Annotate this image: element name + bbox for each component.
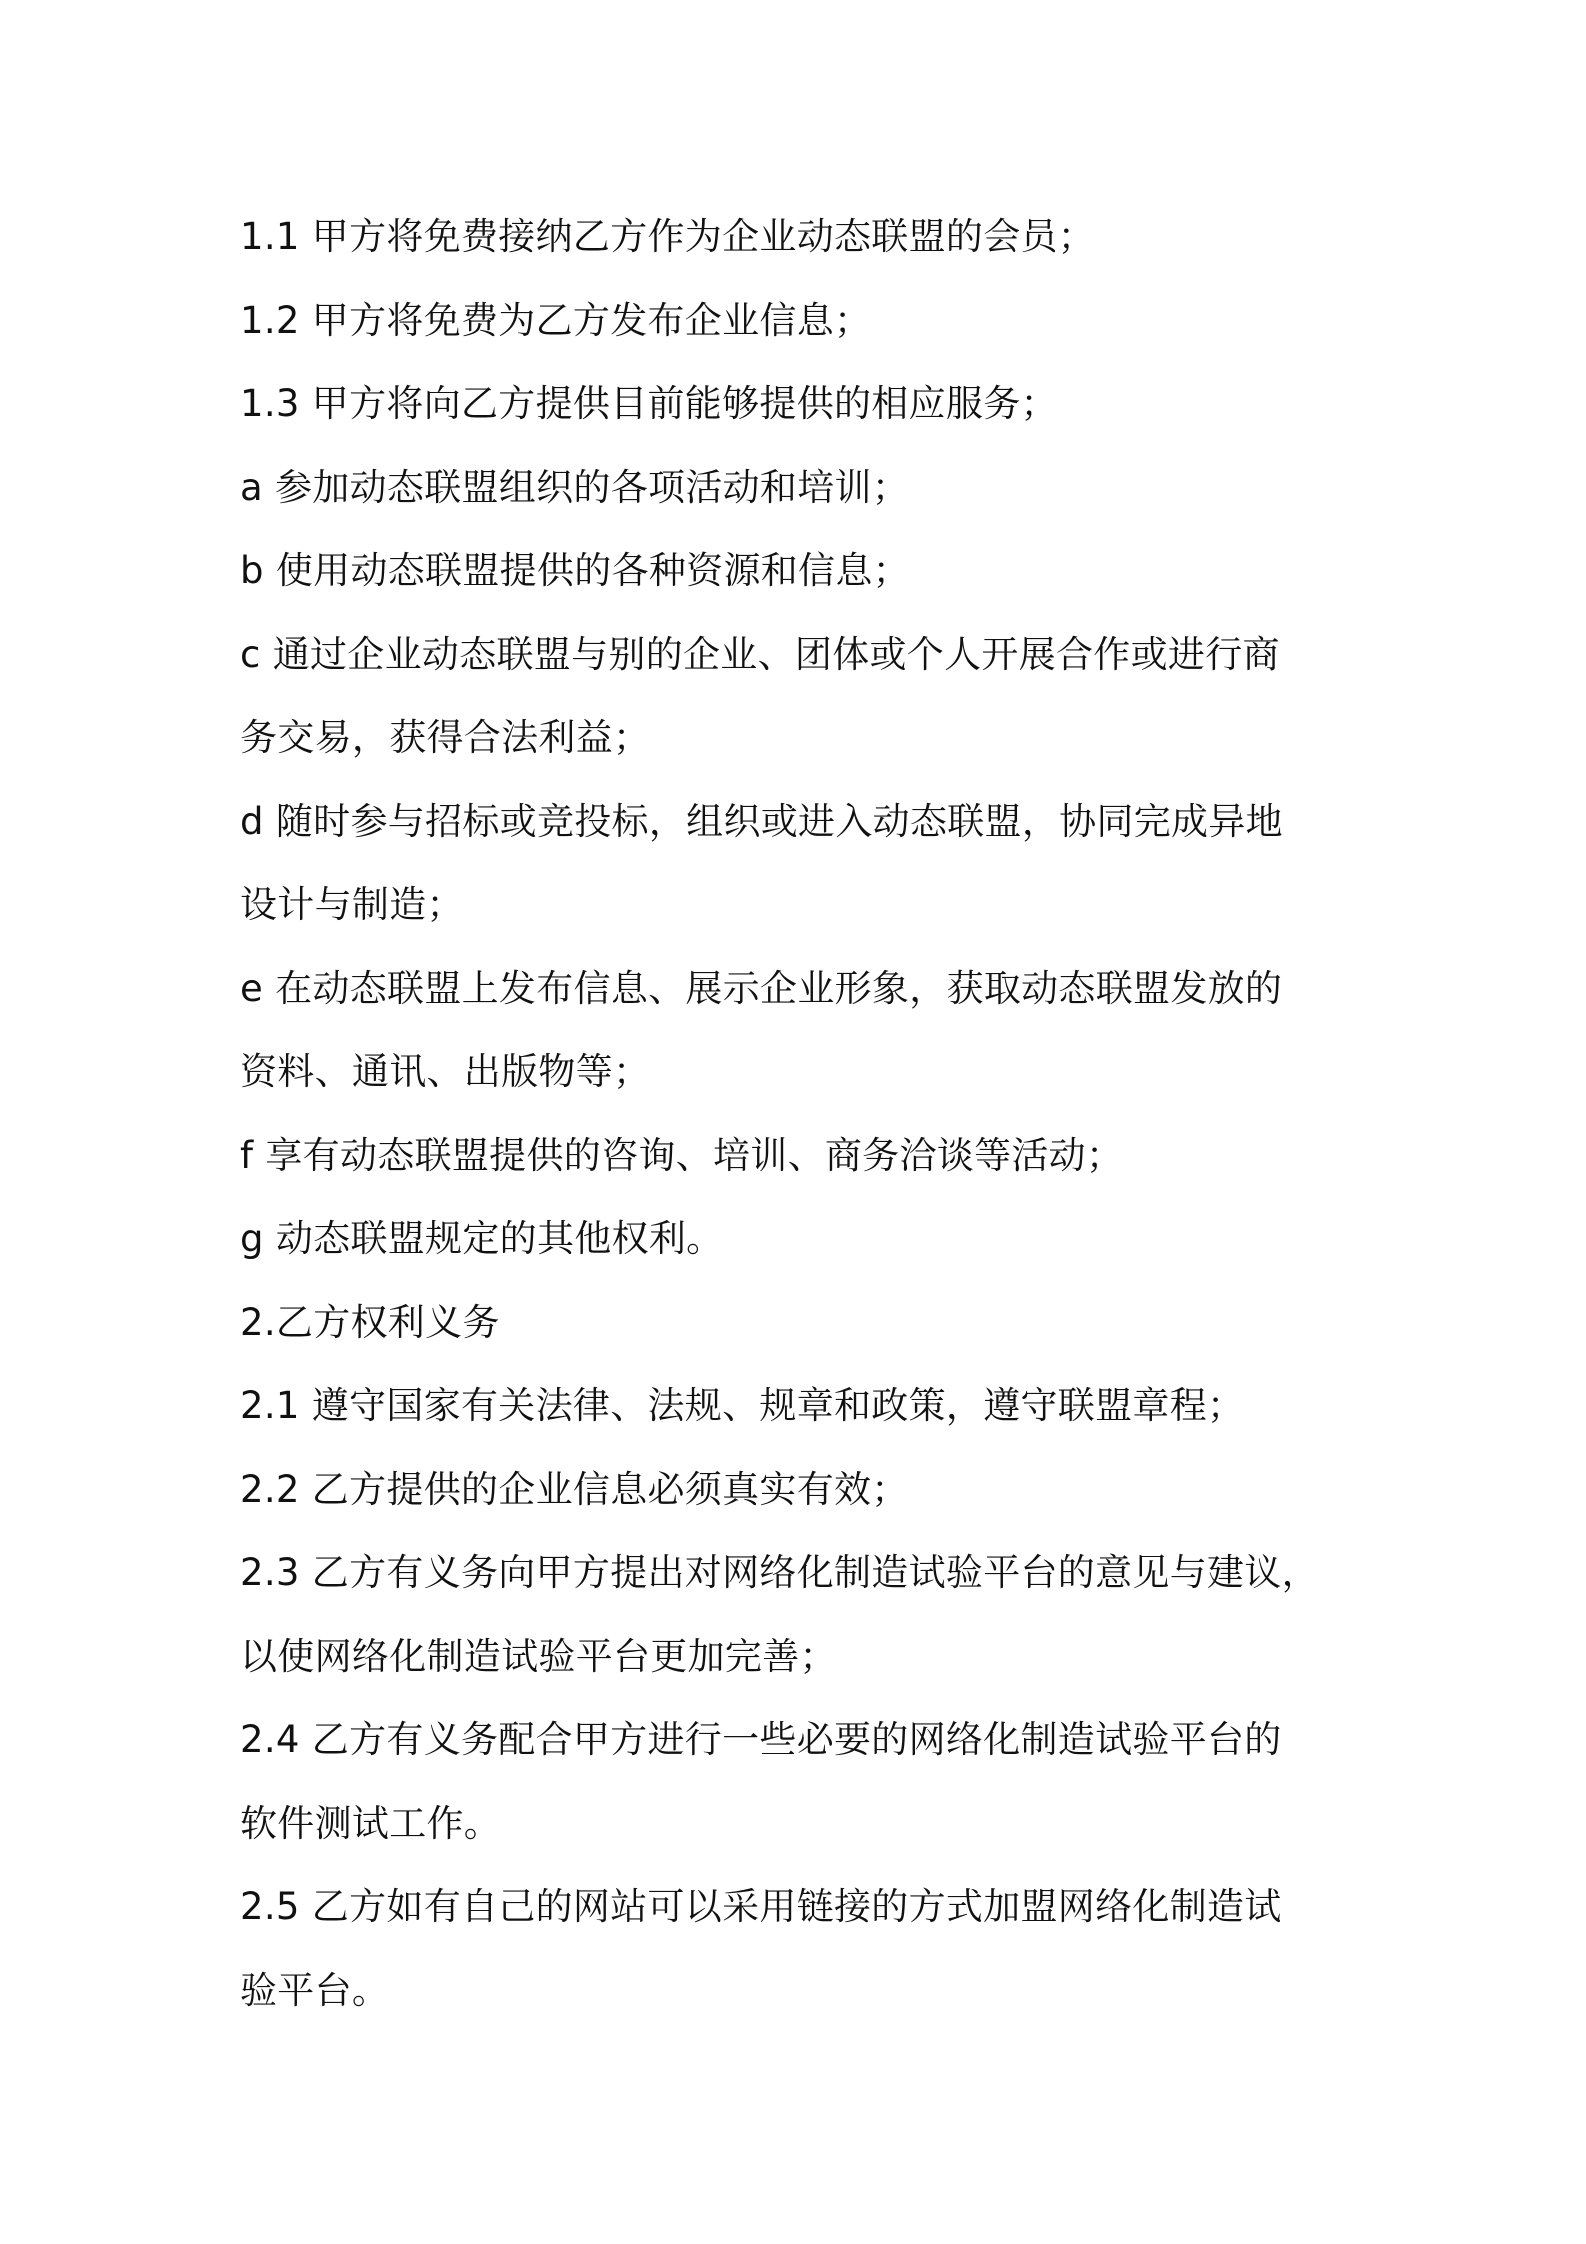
text-line: 2.2 乙方提供的企业信息必须真实有效； [240,1467,909,1511]
text-line: e 在动态联盟上发布信息、展示企业形象，获取动态联盟发放的 [240,966,1283,1010]
text-line: 软件测试工作。 [240,1801,502,1845]
text-line: 1.2 甲方将免费为乙方发布企业信息； [240,298,872,342]
text-line: a 参加动态联盟组织的各项活动和培训； [240,465,910,509]
text-line: 验平台。 [240,1968,390,2012]
text-line: g 动态联盟规定的其他权利。 [240,1217,724,1260]
text-line: 资料、通讯、出版物等； [240,1050,651,1093]
text-line: c 通过企业动态联盟与别的企业、团体或个人开展合作或进行商 [240,632,1280,676]
text-line: f 享有动态联盟提供的咨询、培训、商务洽谈等活动； [240,1133,1124,1177]
text-line: 设计与制造； [240,883,464,926]
text-line: 1.1 甲方将免费接纳乙方作为企业动态联盟的会员； [240,215,1096,258]
text-line: d 随时参与招标或竞投标，组织或进入动态联盟，协同完成异地 [240,799,1283,843]
document-body [240,195,1390,2032]
text-line: b 使用动态联盟提供的各种资源和信息； [240,549,910,592]
section-heading: 2.乙方权利义务 [240,1300,500,1344]
text-line: 2.4 乙方有义务配合甲方进行一些必要的网络化制造试验平台的 [240,1718,1282,1761]
text-line: 2.3 乙方有义务向甲方提出对网络化制造试验平台的意见与建议， [240,1551,1319,1594]
text-line: 2.5 乙方如有自己的网站可以采用链接的方式加盟网络化制造试 [240,1885,1282,1928]
text-line: 1.3 甲方将向乙方提供目前能够提供的相应服务； [240,382,1058,425]
text-line: 务交易，获得合法利益； [240,716,651,759]
text-line: 以使网络化制造试验平台更加完善； [240,1634,837,1678]
text-line: 2.1 遵守国家有关法律、法规、规章和政策，遵守联盟章程； [240,1384,1245,1427]
